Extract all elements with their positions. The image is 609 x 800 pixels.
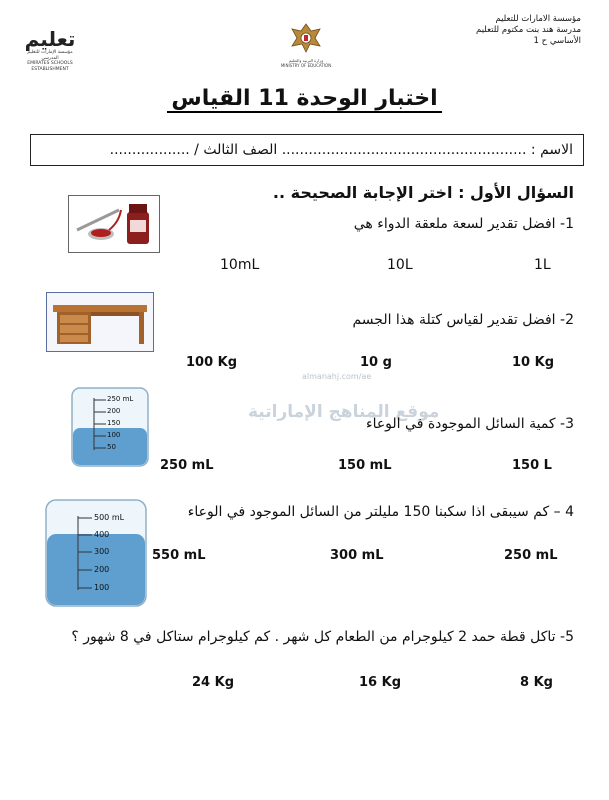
question-3: 3- كمية السائل الموجودة في الوعاء: [365, 416, 574, 432]
school-header: [476, 14, 581, 47]
q4-option-c[interactable]: 550 mL: [152, 548, 206, 563]
q1-option-c[interactable]: 10mL: [220, 257, 260, 273]
q2-option-a[interactable]: 10 Kg: [512, 355, 554, 370]
grade-label: الأساسي ح 1: [533, 36, 581, 46]
q1-option-b[interactable]: 10L: [387, 257, 413, 273]
watermark-url: almanahj.com/ae: [302, 372, 372, 381]
q3-option-a[interactable]: 150 L: [512, 458, 552, 473]
q5-option-b[interactable]: 16 Kg: [359, 675, 401, 690]
name-box[interactable]: [30, 134, 584, 166]
logo-caption-en: EMIRATES SCHOOLS ESTABLISHMENT: [27, 61, 73, 72]
question-5: 5- تاكل قطة حمد 2 كيلوجرام من الطعام كل شهر . كم كيلوجرام ستاكل في 8 شهور ؟: [71, 629, 574, 645]
beaker1-mark-2: 200: [107, 407, 121, 415]
beaker1-mark-5: 50: [107, 443, 116, 451]
crest-caption-en: MINISTRY OF EDUCATION: [280, 63, 332, 68]
beaker2-mark-3: 300: [94, 547, 110, 556]
beaker1-mark-3: 150: [107, 419, 121, 427]
beaker2-mark-4: 200: [94, 565, 110, 574]
medicine-spoon-image: [68, 195, 160, 253]
desk-image: [46, 292, 154, 352]
q1-option-a[interactable]: 1L: [534, 257, 551, 273]
ese-logo: [20, 28, 80, 72]
beaker2-mark-5: 100: [94, 583, 110, 592]
q3-option-c[interactable]: 250 mL: [160, 458, 214, 473]
page-title: [0, 86, 609, 111]
q2-option-c[interactable]: 100 Kg: [186, 355, 238, 370]
question-4: 4 – كم سيبقى اذا سكبنا 150 مليلتر من السائل الموجود في الوعاء: [187, 504, 574, 520]
q5-option-a[interactable]: 8 Kg: [520, 675, 553, 690]
beaker-250-image: [66, 384, 154, 470]
question-1: 1- افضل تقدير لسعة ملعقة الدواء هي: [353, 216, 574, 232]
crest-caption: وزارة التربية والتعليم: [288, 58, 324, 63]
desk-icon: [47, 293, 153, 351]
logo-caption-ar: مؤسسة الإمارات للتعليم المدرسي: [27, 50, 73, 61]
school-name: مدرسة هند بنت مكتوم للتعليم: [476, 25, 581, 35]
q4-option-b[interactable]: 300 mL: [330, 548, 384, 563]
org-name: مؤسسة الامارات للتعليم: [495, 14, 581, 24]
question-2: 2- افضل تقدير لقياس كتلة هذا الجسم: [352, 312, 574, 328]
beaker1-mark-4: 100: [107, 431, 121, 439]
beaker1-mark-1: 250 mL: [107, 395, 134, 403]
q4-option-a[interactable]: 250 mL: [504, 548, 558, 563]
beaker2-mark-1: 500 mL: [94, 513, 125, 522]
title-text: اختبار الوحدة 11 القياس: [167, 86, 441, 113]
q3-option-b[interactable]: 150 mL: [338, 458, 392, 473]
watermark-text: موقع المناهج الإماراتية: [248, 402, 440, 422]
medicine-bottle-icon: [69, 196, 159, 252]
beaker2-mark-2: 400: [94, 530, 110, 539]
falcon-emblem-icon: [280, 22, 332, 54]
q2-option-b[interactable]: 10 g: [360, 355, 392, 370]
section-title: السؤال الأول : اختر الإجابة الصحيحة ..: [272, 183, 574, 202]
name-class-line: الاسم : ....................................................... الصف الثالث / ..................: [109, 142, 573, 158]
q5-option-c[interactable]: 24 Kg: [192, 675, 234, 690]
ministry-crest: [280, 22, 332, 68]
logo-word: تعليم: [24, 27, 76, 51]
beaker-500-image: [40, 496, 152, 610]
